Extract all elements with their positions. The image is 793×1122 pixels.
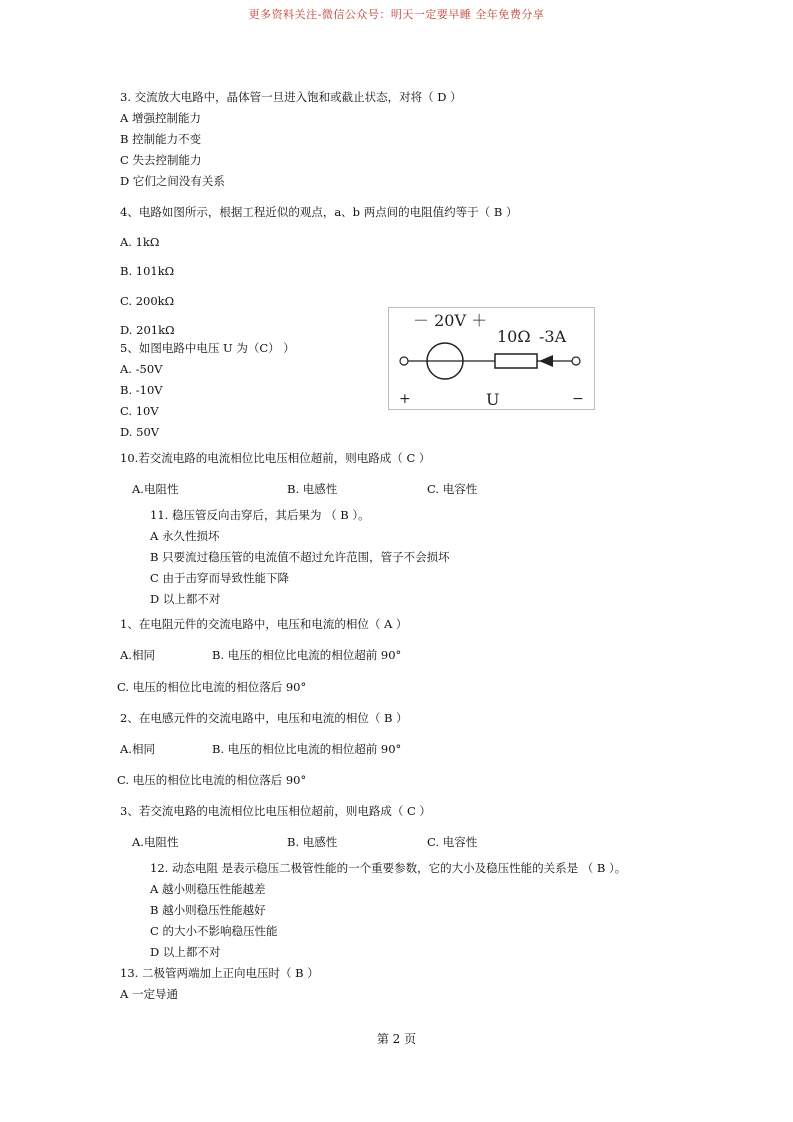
text-line: D. 50V <box>120 425 160 439</box>
text-line: D 以上都不对 <box>150 945 221 959</box>
text-line: 13. 二极管两端加上正向电压时（ B ） <box>120 966 319 980</box>
text-line: B. 电压的相位比电流的相位超前 90° <box>212 648 402 662</box>
text-line: C. 10V <box>120 404 159 418</box>
text-line: A 一定导通 <box>120 987 178 1001</box>
text-line: D 它们之间没有关系 <box>120 174 225 188</box>
text-line: C 由于击穿而导致性能下降 <box>150 571 289 585</box>
page-number: 第 2 页 <box>376 1032 417 1046</box>
resistor <box>495 354 537 368</box>
text-line: C 失去控制能力 <box>120 153 202 167</box>
text-line: D. 201kΩ <box>120 323 175 337</box>
text-line: C 的大小不影响稳压性能 <box>150 924 278 938</box>
current-value-label: -3A <box>539 327 567 346</box>
current-arrow-icon <box>539 355 553 367</box>
terminal-b <box>572 357 580 365</box>
text-line: A.相同 <box>120 742 155 756</box>
text-line: A 越小则稳压性能越差 <box>150 882 266 896</box>
text-line: A. -50V <box>120 362 163 376</box>
text-line: 3、若交流电路的电流相位比电压相位超前，则电路成（ C ） <box>120 804 431 818</box>
text-line: A 增强控制能力 <box>120 111 201 125</box>
text-line: 5、如图电路中电压 U 为（C） ） <box>120 341 295 355</box>
text-line: A.电阻性 <box>132 835 179 849</box>
text-line: B. 电感性 <box>287 482 338 496</box>
text-line: A 永久性损坏 <box>150 529 220 543</box>
text-line: C. 电压的相位比电流的相位落后 90° <box>117 680 307 694</box>
text-line: C. 电容性 <box>427 835 478 849</box>
text-line: 11. 稳压管反向击穿后，其后果为 （ B ）。 <box>150 508 370 522</box>
text-line: B. 101kΩ <box>120 264 175 278</box>
text-line: 4、电路如图所示，根据工程近似的观点，a、b 两点间的电阻值约等于（ B ） <box>120 205 518 219</box>
terminal-a <box>400 357 408 365</box>
voltage-u-label: U <box>486 390 500 409</box>
plus-sign: + <box>399 391 411 407</box>
circuit-diagram <box>389 308 594 409</box>
text-line: 10.若交流电路的电流相位比电压相位超前，则电路成（ C ） <box>120 451 431 465</box>
text-line: B 只要流过稳压管的电流值不超过允许范围，管子不会损坏 <box>150 550 450 564</box>
text-line: C. 200kΩ <box>120 294 175 308</box>
text-line: D 以上都不对 <box>150 592 221 606</box>
text-line: 2、在电感元件的交流电路中，电压和电流的相位（ B ） <box>120 711 408 725</box>
text-line: C. 电压的相位比电流的相位落后 90° <box>117 773 307 787</box>
text-line: C. 电容性 <box>427 482 478 496</box>
minus-sign: − <box>572 391 584 407</box>
source-voltage-label: － 20V ＋ <box>413 311 488 330</box>
text-line: A. 1kΩ <box>120 235 160 249</box>
text-line: B 控制能力不变 <box>120 132 202 146</box>
text-line: B. 电感性 <box>287 835 338 849</box>
text-line: B 越小则稳压性能越好 <box>150 903 266 917</box>
text-line: B. -10V <box>120 383 163 397</box>
resistor-value-label: 10Ω <box>497 327 531 346</box>
text-line: A.电阻性 <box>132 482 179 496</box>
header-banner: 更多资料关注-微信公众号：明天一定要早睡 全年免费分享 <box>248 8 545 21</box>
text-line: A.相同 <box>120 648 155 662</box>
text-line: 1、在电阻元件的交流电路中，电压和电流的相位（ A ） <box>120 617 408 631</box>
text-line: 3. 交流放大电路中，晶体管一旦进入饱和或截止状态，对将（ D ） <box>120 90 462 104</box>
circuit-figure <box>388 307 595 410</box>
text-line: B. 电压的相位比电流的相位超前 90° <box>212 742 402 756</box>
text-line: 12. 动态电阻 是表示稳压二极管性能的一个重要参数，它的大小及稳压性能的关系是 （ B ）。 <box>150 861 627 875</box>
